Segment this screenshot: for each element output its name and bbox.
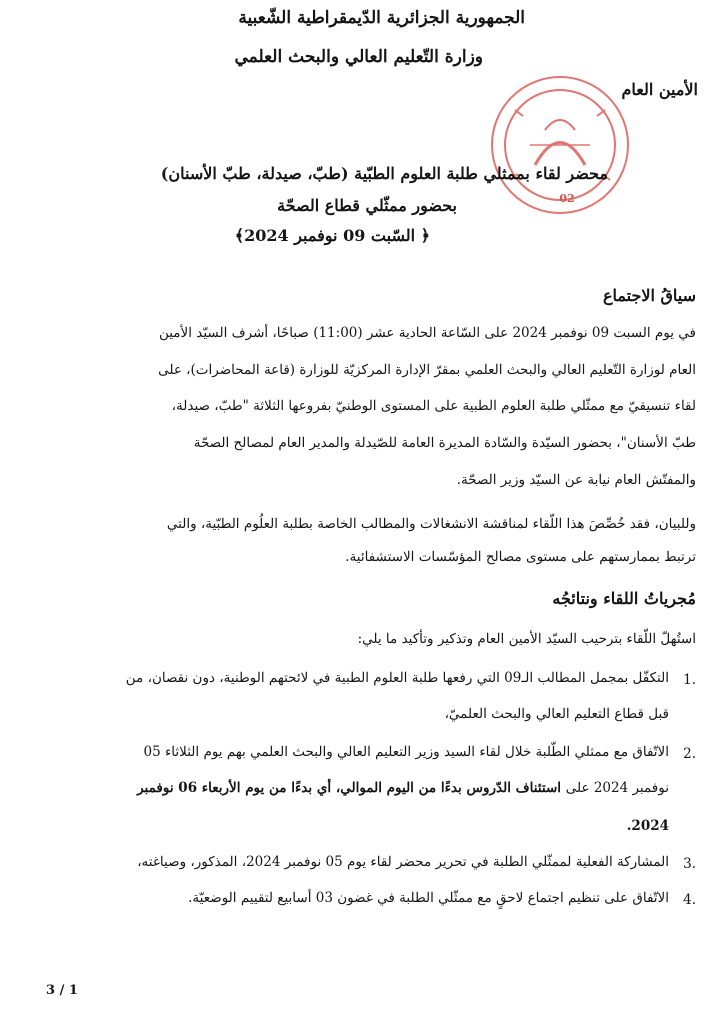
proceedings-intro: استُهلّ اللّقاء بترحيب السيّد الأمين العام وتذكير وتأكيد ما يلي: <box>357 631 696 647</box>
official-stamp-icon <box>475 70 645 220</box>
list-item-text: المشاركة الفعلية لممثّلي الطلبة في تحرير محضر لقاء يوم 05 نوفمبر 2024، المذكور، وصياغته، <box>137 854 669 870</box>
section-heading-proceedings: مُجرياتُ اللقاء ونتائجُه <box>552 589 696 608</box>
paragraph-line: طبّ الأسنان"، بحضور السيّدة والسّادة المديرة العامة للصّيدلة والمدير العام لمصالح الصحّة <box>193 435 696 451</box>
list-item-text-normal: نوفمبر 2024 على <box>565 780 669 796</box>
list-item-text: التكفّل بمجمل المطالب الـ09 التي رفعها طلبة العلوم الطبية في لائحتهم الوطنية، دون نقصان، من <box>125 670 669 686</box>
ministry-header: وزارة التّعليم العالي والبحث العلمي <box>234 47 483 67</box>
paragraph-line: وللبيان، فقد خُصِّصَ هذا اللّقاء لمناقشة الانشغالات والمطالب الخاصة بطلبة العلُوم الطبّية، والتي <box>166 516 696 532</box>
paragraph-line: في يوم السبت 09 نوفمبر 2024 على السّاعة الحادية عشر (11:00) صباحًا، أشرف السيّد الأمين <box>158 325 696 341</box>
list-item-number: 1. <box>683 672 696 688</box>
title-line-1: محضر لقاء بممثلي طلبة العلوم الطبّية (طبّ، صيدلة، طبّ الأسنان) <box>160 164 608 183</box>
title-line-3: ﴿ السّبت 09 نوفمبر 2024﴾ <box>234 226 430 245</box>
paragraph-line: لقاء تنسيقيّ مع ممثّلي طلبة العلوم الطبية على المستوى الوطنيّ بفروعها الثلاثة "طبّ، صيدلة، <box>171 398 696 414</box>
section-heading-context: سياقُ الاجتماع <box>602 286 696 305</box>
list-item-text <box>137 780 669 796</box>
secretary-general-label: الأمين العام <box>621 80 698 99</box>
republic-header: الجمهورية الجزائرية الدّيمقراطية الشّعبية <box>238 8 525 28</box>
paragraph-line: العام لوزارة التّعليم العالي والبحث العلمي بمقرّ الإدارة المركزيّة للوزارة (قاعة المحاضرات)، على <box>158 362 696 378</box>
page-number: 3 / 1 <box>46 983 78 998</box>
stamp-code: 02 <box>559 192 575 205</box>
title-line-2: بحضور ممثّلي قطاع الصحّة <box>277 196 457 215</box>
paragraph-line: ترتبط بممارستهم على مستوى مصالح المؤسّسات الاستشفائية. <box>345 549 696 565</box>
list-item-text <box>627 818 669 834</box>
list-item-number: 2. <box>683 746 696 762</box>
list-item-text-bold: استئناف الدّروس بدءًا من اليوم الموالي، أي بدءًا من يوم الأربعاء 06 نوفمبر <box>137 780 566 796</box>
list-item-text-bold: 2024. <box>626 818 669 834</box>
list-item-number: 4. <box>683 892 696 908</box>
list-item-text: الاتّفاق مع ممثلي الطّلبة خلال لقاء السيد وزير التعليم العالي والبحث العلمي بهم يوم الثلاثاء 05 <box>143 744 669 760</box>
list-item-number: 3. <box>683 856 696 872</box>
list-item-text: قبل قطاع التعليم العالي والبحث العلميّ، <box>444 706 669 722</box>
paragraph-line: والمفتّش العام نيابة عن السيّد وزير الصحّة. <box>456 472 696 488</box>
list-item-text: الاتّفاق على تنظيم اجتماع لاحقٍ مع ممثّلي الطلبة في غضون 03 أسابيع لتقييم الوضعيّة. <box>188 890 669 906</box>
